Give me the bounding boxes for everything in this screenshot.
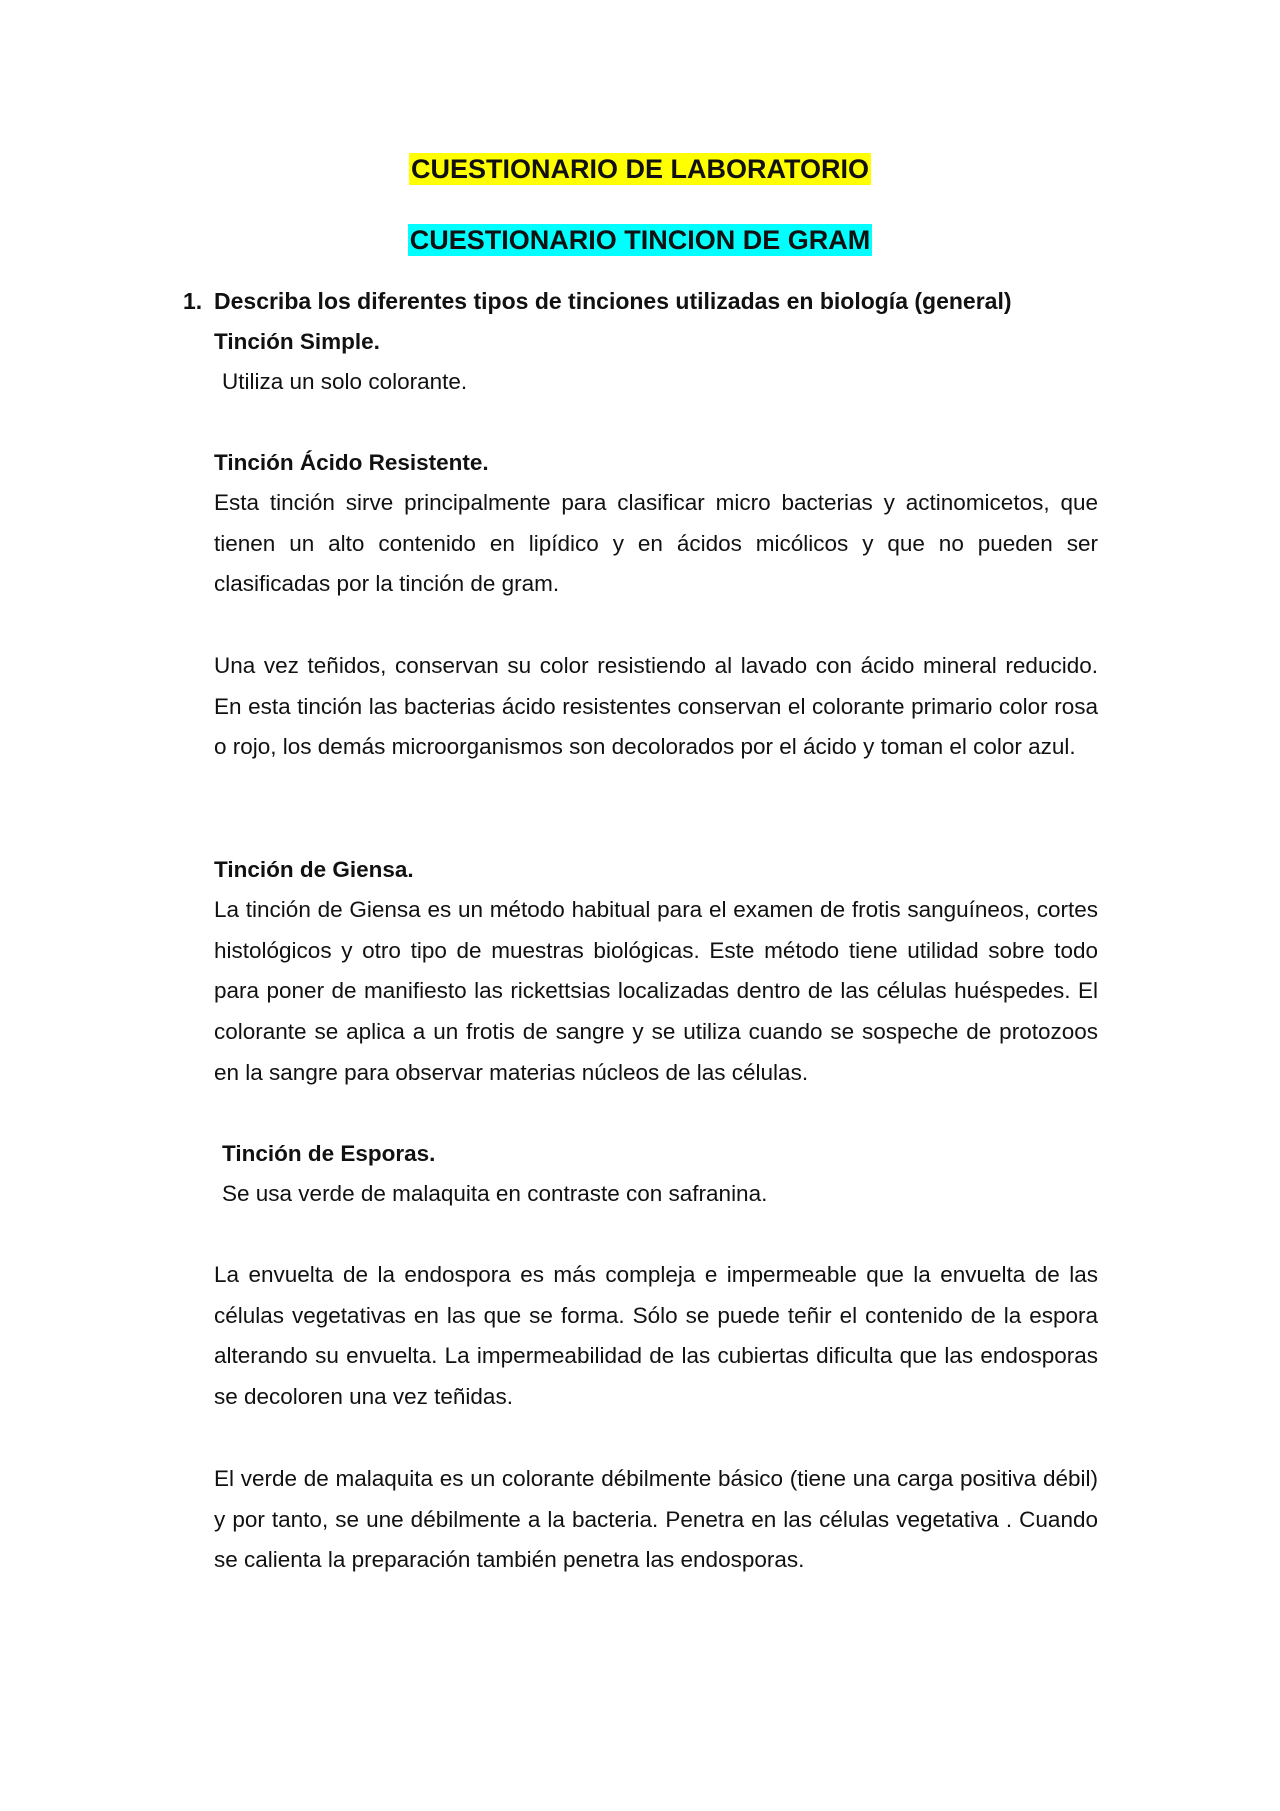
- text-simple: Utiliza un solo colorante.: [222, 369, 468, 394]
- heading-giensa: Tinción de Giensa.: [214, 857, 414, 882]
- paragraph-acido-2: Una vez teñidos, conservan su color resistiendo al lavado con ácido mineral reducido. En esta tinción las bacterias ácido resistentes conservan el colorante primario color rosa o rojo, los demás microorganismos son decolorados por el ácido y toman el color azul.: [214, 653, 1098, 760]
- text-esporas: Se usa verde de malaquita en contraste con safranina.: [222, 1181, 768, 1206]
- question-text: Describa los diferentes tipos de tinciones utilizadas en biología (general): [214, 288, 1012, 314]
- heading-esporas: Tinción de Esporas.: [222, 1141, 436, 1166]
- paragraph-esporas-1: La envuelta de la endospora es más compleja e impermeable que la envuelta de las células vegetativas en las que se forma. Sólo se puede teñir el contenido de la espora alterando su envuelta. La impermeabilidad de las cubiertas dificulta que las endosporas se decoloren una vez teñidas.: [214, 1262, 1098, 1410]
- document-subtitle: [0, 223, 1280, 257]
- question-number: 1.: [183, 288, 203, 314]
- paragraph-esporas-2: El verde de malaquita es un colorante débilmente básico (tiene una carga positiva débil) y por tanto, se une débilmente a la bacteria. Penetra en las células vegetativa . Cuando se calienta la preparación también penetra las endosporas.: [214, 1466, 1098, 1573]
- heading-acido: Tinción Ácido Resistente.: [214, 450, 489, 475]
- heading-simple: Tinción Simple.: [214, 329, 380, 354]
- title-highlight: CUESTIONARIO DE LABORATORIO: [410, 154, 869, 184]
- document-title: [0, 152, 1280, 186]
- paragraph-acido-1: Esta tinción sirve principalmente para clasificar micro bacterias y actinomicetos, que tienen un alto contenido en lipídico y en ácidos micólicos y que no pueden ser clasificadas por la tinción de gram.: [214, 490, 1098, 597]
- subtitle-highlight: CUESTIONARIO TINCION DE GRAM: [409, 225, 871, 255]
- paragraph-giensa: La tinción de Giensa es un método habitual para el examen de frotis sanguíneos, cortes histológicos y otro tipo de muestras biológicas. Este método tiene utilidad sobre todo para poner de manifiesto las rickettsias localizadas dentro de las células huéspedes. El colorante se aplica a un frotis de sangre y se utiliza cuando se sospeche de protozoos en la sangre para observar materias núcleos de las células.: [214, 897, 1098, 1085]
